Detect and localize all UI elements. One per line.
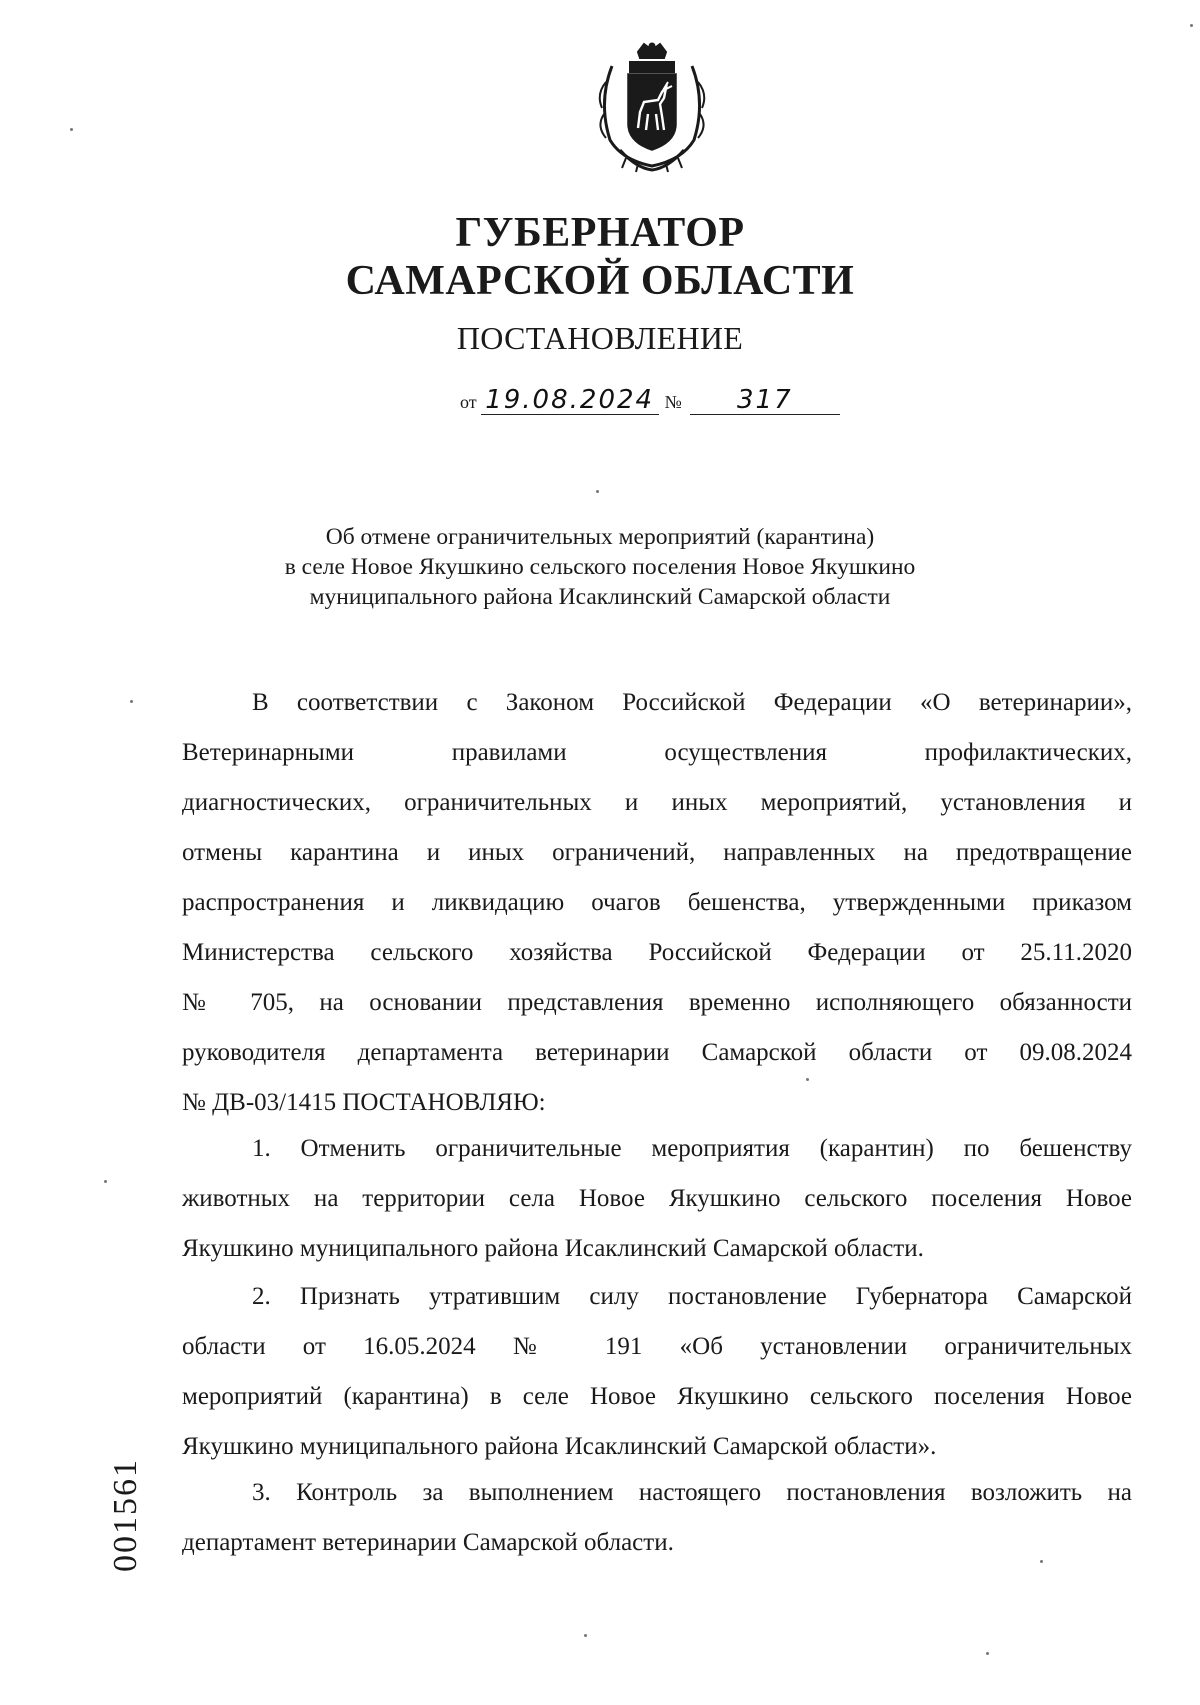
number-label: №: [664, 392, 682, 412]
org-title-line2: САМАРСКОЙ ОБЛАСТИ: [345, 258, 855, 304]
paragraph-line: распространения и ликвидацию очагов бешенства, утвержденными приказом: [182, 889, 1132, 916]
item-3-paragraph: [182, 1468, 1132, 1568]
decree-date: 19.08.2024: [485, 385, 655, 415]
scan-speck: [986, 1652, 989, 1655]
scan-speck: [104, 1180, 107, 1183]
paragraph-line: департамент ветеринарии Самарской области.: [182, 1529, 674, 1556]
paragraph-line: отмены карантина и иных ограничений, направленных на предотвращение: [182, 839, 1132, 866]
paragraph-line: области от 16.05.2024 № 191 «Об установлении ограничительных: [182, 1333, 1132, 1360]
paragraph-line: Министерства сельского хозяйства Российской Федерации от 25.11.2020: [182, 939, 1132, 966]
serial-number: 001561: [107, 1458, 144, 1572]
paragraph-line: мероприятий (карантина) в селе Новое Якушкино сельского поселения Новое: [182, 1383, 1132, 1410]
paragraph-line: Якушкино муниципального района Исаклинский Самарской области.: [182, 1235, 924, 1262]
coat-of-arms-emblem: [592, 42, 712, 174]
scan-speck: [1040, 1560, 1043, 1563]
item-2-paragraph: [182, 1272, 1132, 1472]
paragraph-line: диагностических, ограничительных и иных мероприятий, установления и: [182, 789, 1132, 816]
date-number-line: [460, 385, 840, 415]
from-label: от: [460, 392, 477, 412]
scan-speck: [584, 1634, 587, 1637]
subject-line: в селе Новое Якушкино сельского поселения Новое Якушкино: [284, 554, 916, 580]
scan-speck: [806, 1078, 809, 1081]
serial-number-stamp: [96, 1440, 156, 1590]
decree-number: 317: [737, 385, 793, 415]
paragraph-line: В соответствии с Законом Российской Федерации «О ветеринарии»,: [252, 689, 1132, 716]
paragraph-line: № 705, на основании представления временно исполняющего обязанности: [182, 989, 1132, 1016]
scan-speck: [70, 128, 73, 131]
paragraph-line: животных на территории села Новое Якушкино сельского поселения Новое: [182, 1185, 1132, 1212]
item-1-paragraph: [182, 1124, 1132, 1274]
paragraph-line: Ветеринарными правилами осуществления профилактических,: [182, 739, 1132, 766]
preamble-paragraph: [182, 678, 1132, 1128]
paragraph-line: Якушкино муниципального района Исаклинский Самарской области».: [182, 1433, 937, 1460]
scan-speck: [130, 700, 133, 703]
paragraph-line: 3. Контроль за выполнением настоящего постановления возложить на: [252, 1479, 1132, 1506]
paragraph-line: руководителя департамента ветеринарии Самарской области от 09.08.2024: [182, 1039, 1132, 1066]
org-title-line1: ГУБЕРНАТОР: [455, 210, 745, 256]
paragraph-line: 1. Отменить ограничительные мероприятия (карантин) по бешенству: [252, 1135, 1132, 1162]
subject-line: муниципального района Исаклинский Самарской области: [309, 584, 891, 610]
scan-speck: [596, 490, 599, 493]
paragraph-line: 2. Признать утратившим силу постановление Губернатора Самарской: [252, 1283, 1132, 1310]
paragraph-line: № ДВ-03/1415 ПОСТАНОВЛЯЮ:: [182, 1089, 546, 1116]
subject-line: Об отмене ограничительных мероприятий (карантина): [325, 524, 875, 550]
document-type-title: ПОСТАНОВЛЕНИЕ: [456, 320, 744, 356]
scan-speck: [1190, 24, 1193, 27]
decree-subject: [0, 522, 1200, 612]
